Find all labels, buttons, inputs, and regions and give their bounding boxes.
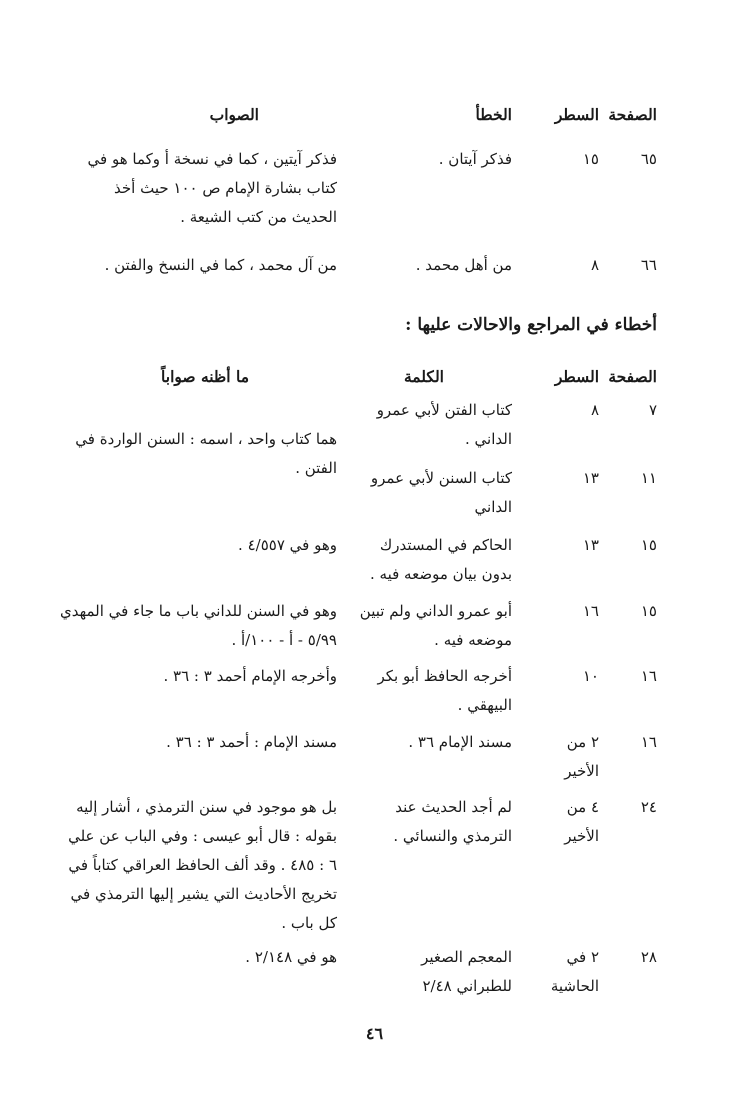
header-page: الصفحة — [608, 105, 657, 124]
t1-row1-error: فذكر آيتان . — [438, 150, 512, 168]
header-line: السطر — [554, 105, 599, 124]
t2-row4-word: أبو عمرو الداني ولم تبين موضعه فيه . — [359, 602, 512, 649]
t2-row8-page: ٢٨ — [640, 948, 657, 966]
t2-row5-line: ١٠ — [582, 667, 599, 685]
t2-row4-page: ١٥ — [640, 602, 657, 620]
t2-row2-page: ١١ — [640, 469, 657, 487]
t1-row2-line: ٨ — [590, 256, 599, 274]
t2-row7-line: ٤ من الأخير — [564, 798, 599, 845]
t2-row6-line: ٢ من الأخير — [564, 733, 599, 780]
t2-row3-line: ١٣ — [582, 536, 599, 554]
t1-row2-correct: من آل محمد ، كما في النسخ والفتن . — [104, 256, 337, 274]
t2-row1-line: ٨ — [590, 401, 599, 419]
t2-row5-page: ١٦ — [640, 667, 657, 685]
t2-row7-fix: بل هو موجود في سنن الترمذي ، أشار إليه بقوله : قال أبو عيسى : وفي الباب عن علي ٦ : ٤٨٥ . وقد ألف الحافظ العراقي كتاباً في تخريج الأحاديث التي يشير إليها الترمذي في كل باب . — [68, 798, 337, 932]
t2-row7-page: ٢٤ — [640, 798, 657, 816]
t2-row6-word: مسند الإمام ٣٦ . — [408, 733, 512, 751]
t2-row4-fix: وهو في السنن للداني باب ما جاء في المهدي ٥/٩٩ - أ - ١٠٠/أ . — [59, 602, 337, 649]
t2-row6-fix: مسند الإمام : أحمد ٣ : ٣٦ . — [166, 733, 337, 751]
t2-row1-word: كتاب الفتن لأبي عمرو الداني . — [376, 401, 512, 448]
t2-row8-word: المعجم الصغير للطبراني ٢/٤٨ — [421, 948, 512, 995]
header2-word: الكلمة — [404, 367, 444, 386]
t1-row2-page: ٦٦ — [640, 256, 657, 274]
t1-row1-correct: فذكر آيتين ، كما في نسخة أ وكما هو في كتاب بشارة الإمام ص ١٠٠ حيث أخذ الحديث من كتب الشيعة . — [87, 150, 337, 226]
t2-row3-fix: وهو في ٤/٥٥٧ . — [238, 536, 337, 554]
t1-row2-error: من أهل محمد . — [415, 256, 512, 274]
t2-row3-word: الحاكم في المستدرك بدون بيان موضعه فيه . — [370, 536, 512, 583]
t1-row1-page: ٦٥ — [640, 150, 657, 168]
header-error: الخطأ — [475, 105, 512, 124]
t2-row1-fix: هما كتاب واحد ، اسمه : السنن الواردة في الفتن . — [75, 430, 337, 477]
header-correct: الصواب — [209, 105, 259, 124]
t1-row1-line: ١٥ — [582, 150, 599, 168]
t2-row2-line: ١٣ — [582, 469, 599, 487]
header2-opinion: ما أظنه صواباً — [161, 367, 249, 386]
t2-row8-fix: هو في ٢/١٤٨ . — [245, 948, 337, 966]
t2-row2-word: كتاب السنن لأبي عمرو الداني — [370, 469, 512, 516]
t2-row1-page: ٧ — [648, 401, 657, 419]
section-title: أخطاء في المراجع والاحالات عليها : — [405, 315, 657, 335]
t2-row3-page: ١٥ — [640, 536, 657, 554]
page-number: ٤٦ — [365, 1024, 384, 1043]
t2-row7-word: لم أجد الحديث عند الترمذي والنسائي . — [393, 798, 512, 845]
t2-row6-page: ١٦ — [640, 733, 657, 751]
t2-row8-line: ٢ في الحاشية — [550, 948, 599, 995]
t2-row5-word: أخرجه الحافظ أبو بكر البيهقي . — [377, 667, 512, 714]
t2-row5-fix: وأخرجه الإمام أحمد ٣ : ٣٦ . — [163, 667, 337, 685]
header2-page: الصفحة — [608, 367, 657, 386]
t2-row4-line: ١٦ — [582, 602, 599, 620]
header2-line: السطر — [554, 367, 599, 386]
